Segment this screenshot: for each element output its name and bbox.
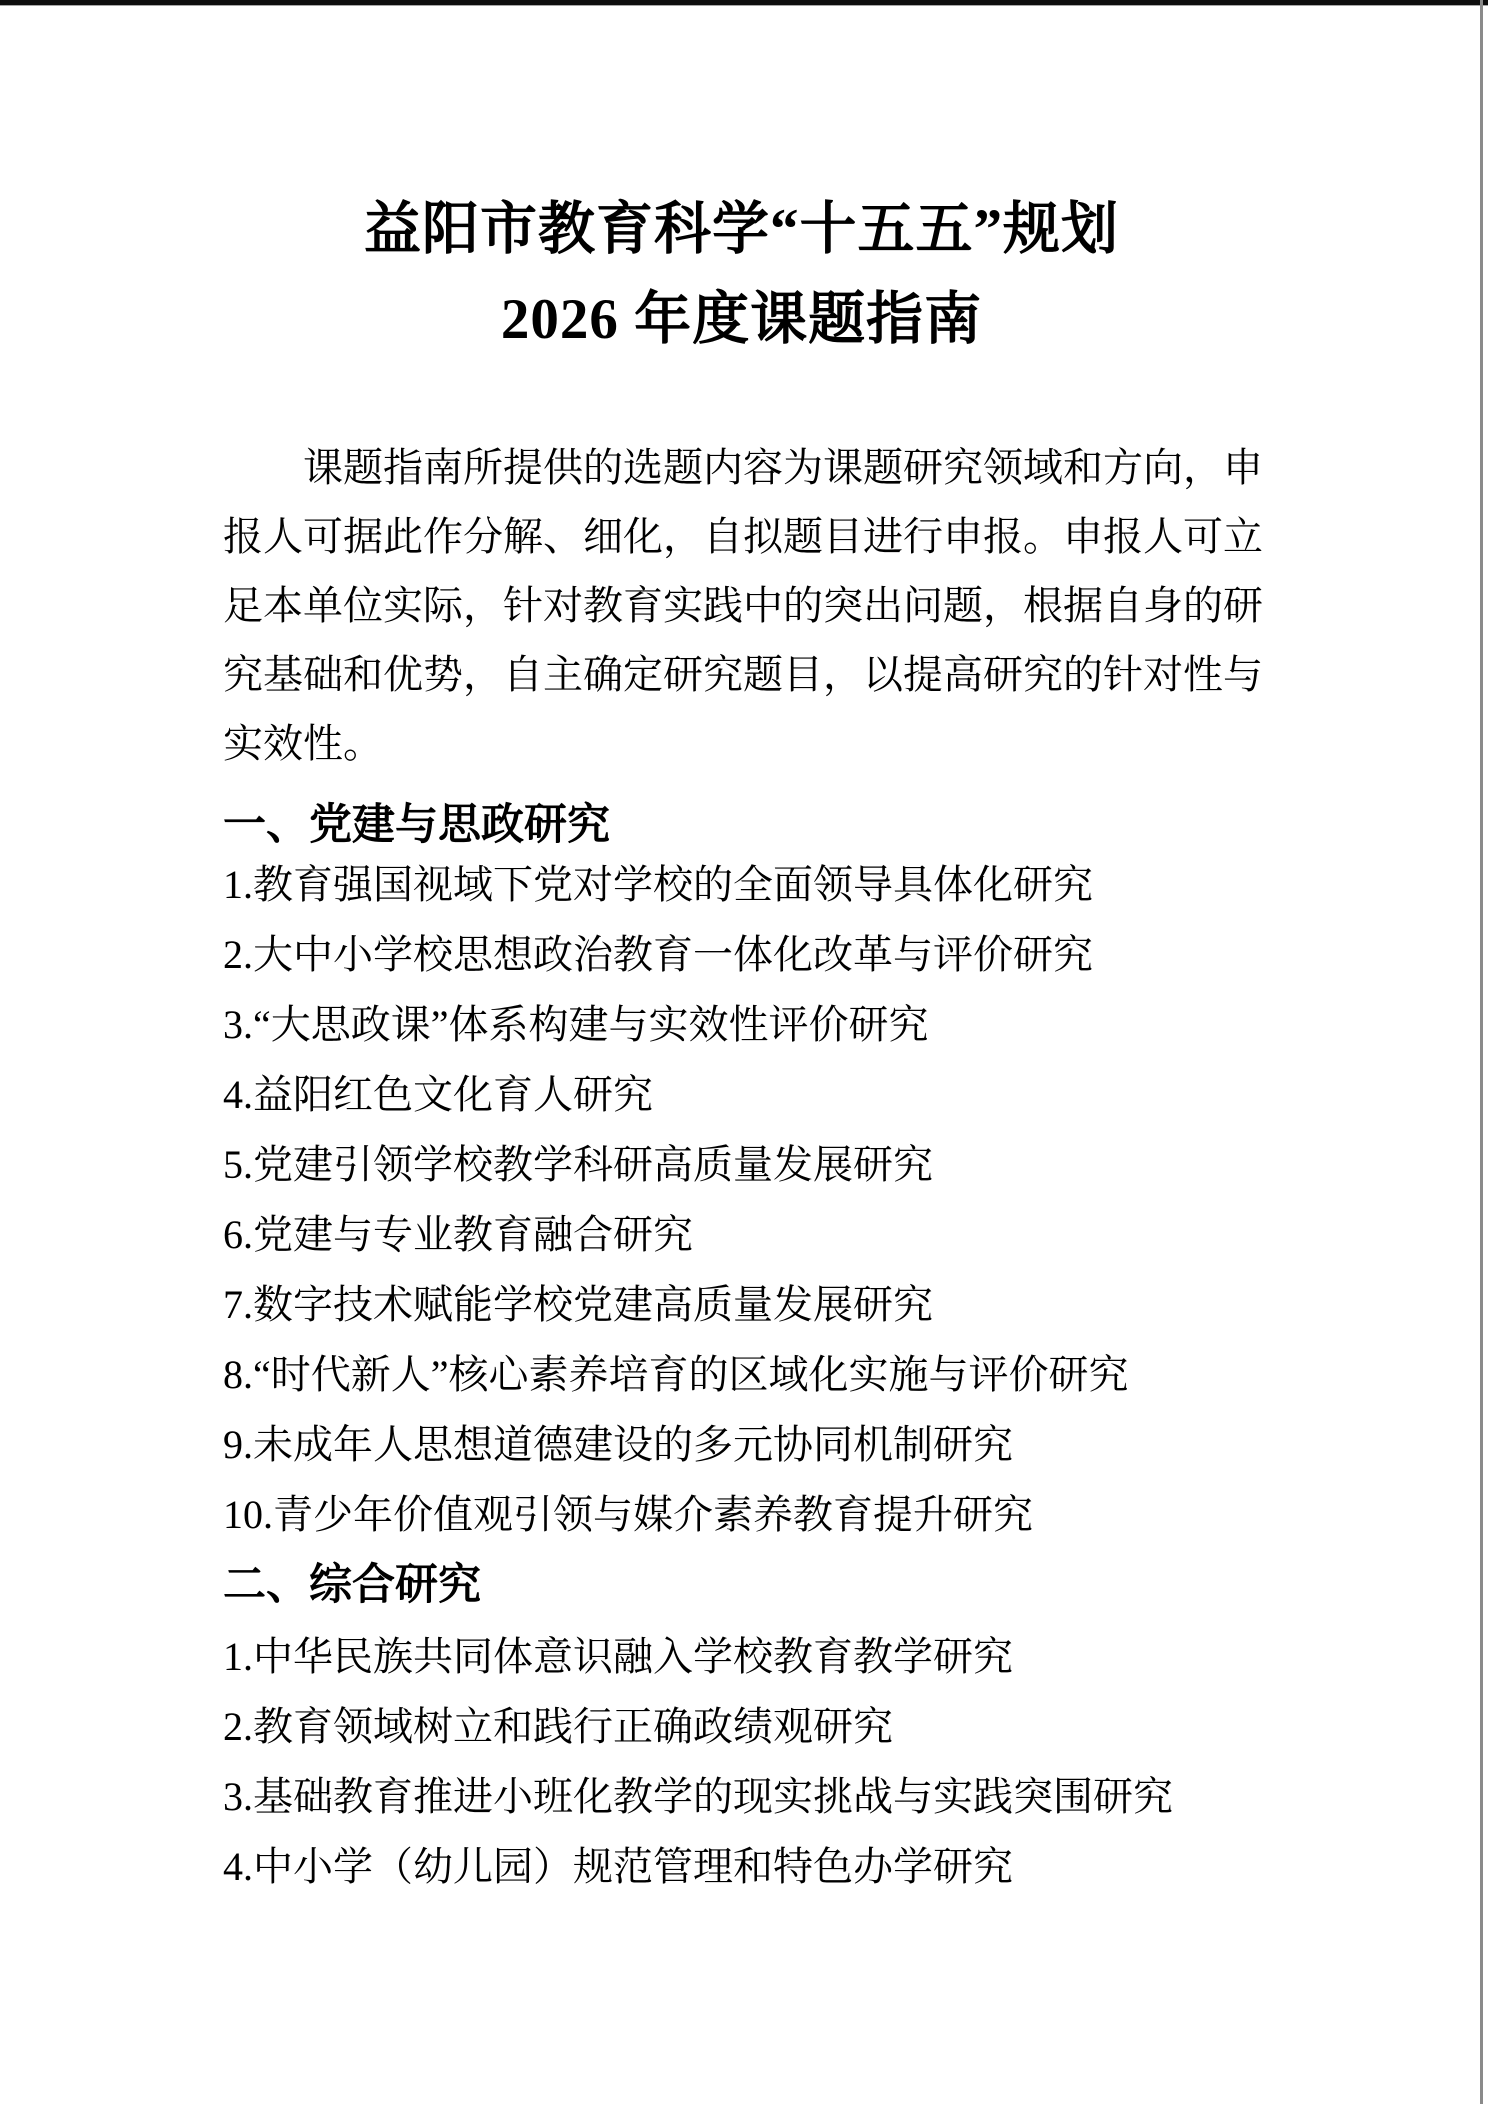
intro-paragraph: [223, 433, 1263, 778]
document-title-line-1: 益阳市教育科学“十五五”规划: [364, 198, 1119, 261]
section-2-heading: 二、综合研究: [223, 1561, 481, 1609]
section-1-topic-list: [223, 850, 1333, 1550]
page-right-border-line: [1480, 0, 1483, 2104]
topic-item: 10.青少年价值观引领与媒介素养教育提升研究: [223, 1492, 1033, 1537]
topic-item: 4.中小学（幼儿园）规范管理和特色办学研究: [223, 1844, 1013, 1889]
intro-line: 足本单位实际，针对教育实践中的突出问题，根据自身的研: [223, 583, 1263, 628]
intro-line: 究基础和优势，自主确定研究题目，以提高研究的针对性与: [223, 652, 1263, 697]
topic-item: 6.党建与专业教育融合研究: [223, 1212, 693, 1257]
intro-line: 课题指南所提供的选题内容为课题研究领域和方向，申: [303, 445, 1263, 490]
topic-item: 7.数字技术赋能学校党建高质量发展研究: [223, 1282, 933, 1327]
section-2-topic-list: [223, 1622, 1333, 1902]
intro-line: 实效性。: [223, 721, 383, 766]
document-title-line-2: 2026 年度课题指南: [500, 288, 983, 351]
topic-item: 1.中华民族共同体意识融入学校教育教学研究: [223, 1634, 1013, 1679]
topic-item: 2.大中小学校思想政治教育一体化改革与评价研究: [223, 932, 1093, 977]
section-1-heading: 一、党建与思政研究: [223, 801, 610, 849]
intro-line: 报人可据此作分解、细化，自拟题目进行申报。申报人可立: [223, 514, 1263, 559]
topic-item: 3.基础教育推进小班化教学的现实挑战与实践突围研究: [223, 1774, 1173, 1819]
topic-item: 9.未成年人思想道德建设的多元协同机制研究: [223, 1422, 1013, 1467]
topic-item: 2.教育领域树立和践行正确政绩观研究: [223, 1704, 893, 1749]
topic-item: 8.“时代新人”核心素养培育的区域化实施与评价研究: [223, 1352, 1129, 1397]
topic-item: 4.益阳红色文化育人研究: [223, 1072, 653, 1117]
topic-item: 5.党建引领学校教学科研高质量发展研究: [223, 1142, 933, 1187]
topic-item: 1.教育强国视域下党对学校的全面领导具体化研究: [223, 862, 1093, 907]
window-top-edge-bar: [0, 0, 1488, 6]
topic-item: 3.“大思政课”体系构建与实效性评价研究: [223, 1002, 929, 1047]
